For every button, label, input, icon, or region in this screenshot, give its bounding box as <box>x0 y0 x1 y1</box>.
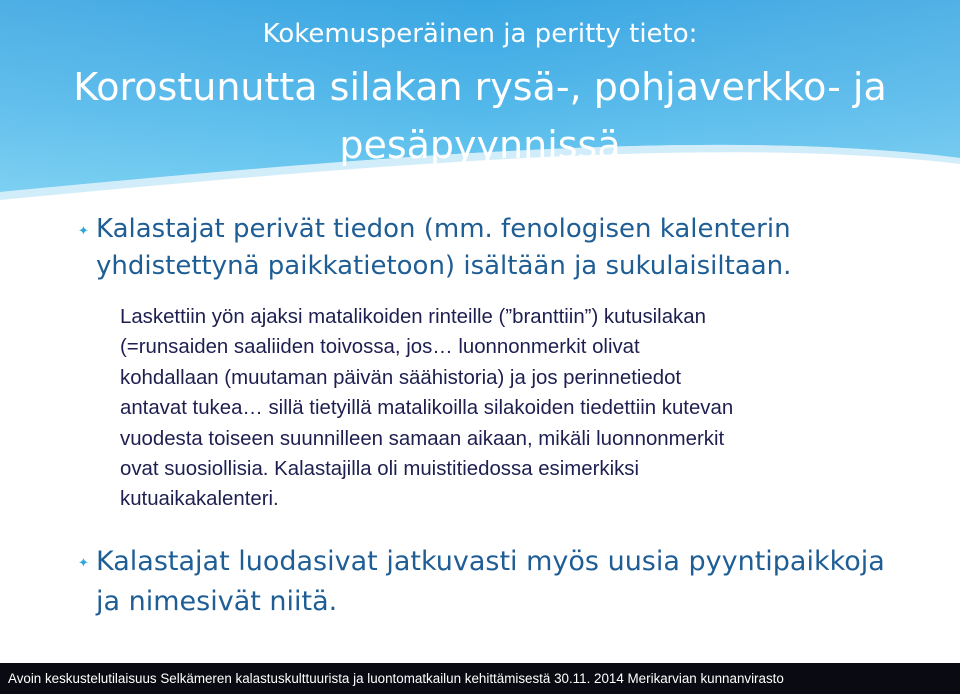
paragraph-line: ja nimesivät niitä. <box>96 586 338 617</box>
slide-title-line: Korostunutta silakan rysä-, pohjaverkko- ja <box>73 65 887 109</box>
paragraph-line: yhdistettynä paikkatietoon) isältään ja sukulaisiltaan. <box>96 251 792 281</box>
paragraph-line: Kalastajat perivät tiedon (mm. fenologisen kalenterin <box>96 214 791 244</box>
paragraph-new-places <box>96 542 936 622</box>
four-point-star-icon: ✦ <box>78 223 89 238</box>
paragraph-spawning-details <box>120 302 920 515</box>
four-point-star-icon: ✦ <box>78 555 89 570</box>
paragraph-heritage <box>96 211 916 285</box>
slide-title <box>0 58 960 174</box>
paragraph-line: ovat suosiollisia. Kalastajilla oli muistitiedossa esimerkiksi <box>120 458 640 481</box>
paragraph-line: kohdallaan (muutaman päivän säähistoria) ja jos perinnetiedot <box>120 366 682 389</box>
slide-title-line: pesäpyynnissä <box>339 123 621 167</box>
footer-text: Avoin keskustelutilaisuus Selkämeren kalastuskulttuurista ja luontomatkailun kehittämisestä 30.11. 2014 Merikarvian kunnanvirasto <box>8 671 784 686</box>
paragraph-line: antavat tukea… sillä tietyillä matalikoilla silakoiden tiedettiin kutevan <box>120 397 734 420</box>
paragraph-line: (=runsaiden saaliiden toivossa, jos… luonnonmerkit olivat <box>120 336 640 359</box>
paragraph-line: vuodesta toiseen suunnilleen samaan aikaan, mikäli luonnonmerkit <box>120 427 725 450</box>
paragraph-line: kutuaikakalenteri. <box>120 488 279 511</box>
paragraph-line: Laskettiin yön ajaksi matalikoiden rinteille (”branttiin”) kutusilakan <box>120 306 706 328</box>
paragraph-line: Kalastajat luodasivat jatkuvasti myös uusia pyyntipaikkoja <box>96 546 885 577</box>
slide-subtitle: Kokemusperäinen ja peritty tieto: <box>262 19 698 49</box>
footer-bar <box>0 663 960 694</box>
